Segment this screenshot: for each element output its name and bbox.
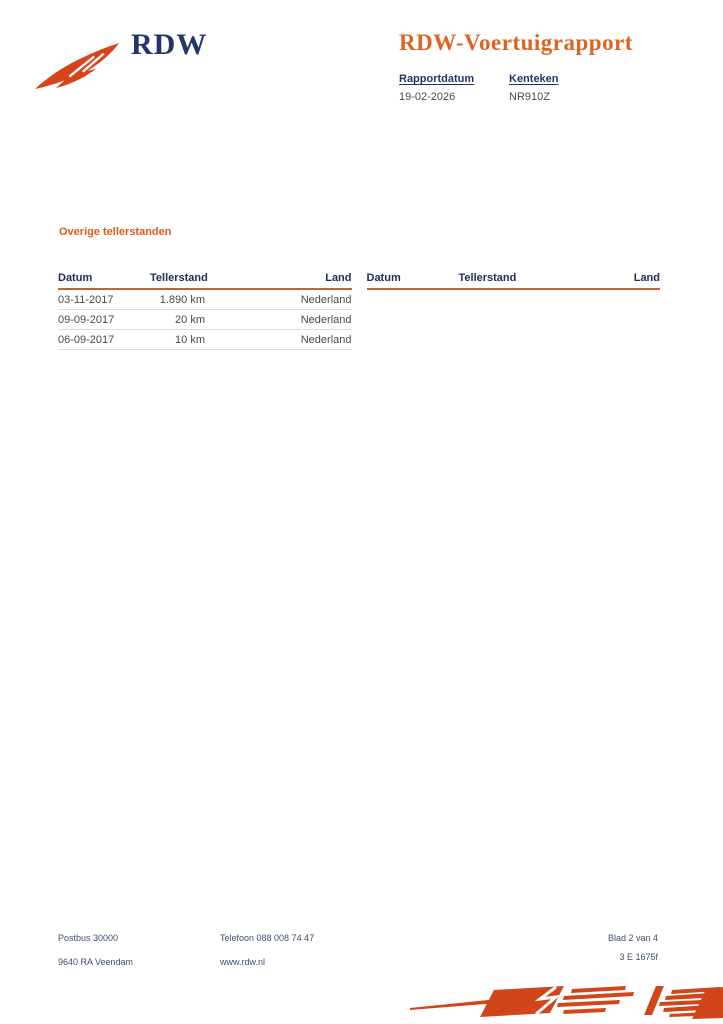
footer-address xyxy=(58,933,133,981)
footer-form-code: 3 E 1675f xyxy=(619,952,658,962)
license-plate-field xyxy=(509,73,559,103)
page-title: RDW-Voertuigrapport xyxy=(399,30,633,55)
rdw-logo xyxy=(33,26,207,92)
table-row xyxy=(58,290,352,310)
cell-tellerstand: 20 km xyxy=(175,314,205,326)
column-header-datum: Datum xyxy=(58,272,93,284)
title-block xyxy=(399,30,689,103)
footer-website: www.rdw.nl xyxy=(220,957,266,967)
cell-datum: 03-11-2017 xyxy=(58,294,114,306)
cell-datum: 06-09-2017 xyxy=(58,334,115,346)
report-date-field xyxy=(399,73,509,103)
footer-page-indicator: Blad 2 van 4 xyxy=(607,933,658,943)
report-date-value: 19-02-2026 xyxy=(399,91,456,103)
cell-land: Nederland xyxy=(300,314,352,326)
section-heading-overige-tellerstanden: Overige tellerstanden xyxy=(59,226,172,238)
footer-page-info xyxy=(608,933,658,971)
rdw-swoosh-icon xyxy=(33,42,121,92)
report-meta xyxy=(399,73,689,103)
cell-tellerstand: 10 km xyxy=(175,334,205,346)
license-plate-label: Kenteken xyxy=(509,73,559,85)
footer-contact xyxy=(220,933,314,981)
report-date-label: Rapportdatum xyxy=(399,73,475,85)
license-plate-value: NR910Z xyxy=(509,91,550,103)
column-header-land: Land xyxy=(633,272,660,284)
footer-phone: Telefoon 088 008 74 47 xyxy=(220,933,315,943)
cell-land: Nederland xyxy=(300,334,352,346)
table-row xyxy=(58,330,352,350)
odometer-table-right xyxy=(367,272,661,350)
footer-city: 9640 RA Veendam xyxy=(58,957,134,967)
table-header-row xyxy=(367,272,661,290)
cell-tellerstand: 1.890 km xyxy=(159,294,205,306)
table-header-row xyxy=(58,272,352,290)
footer-postbus: Postbus 30000 xyxy=(58,933,119,943)
cell-datum: 09-09-2017 xyxy=(58,314,115,326)
column-header-tellerstand: Tellerstand xyxy=(150,272,208,284)
odometer-table-left xyxy=(58,272,352,350)
rdw-logo-text: RDW xyxy=(131,28,208,61)
table-row xyxy=(58,310,352,330)
column-header-tellerstand: Tellerstand xyxy=(458,272,517,284)
column-header-datum: Datum xyxy=(366,272,401,284)
cell-land: Nederland xyxy=(300,294,352,306)
column-header-land: Land xyxy=(325,272,352,284)
odometer-tables xyxy=(58,272,660,350)
rdw-speed-stripes-graphic xyxy=(410,984,723,1024)
